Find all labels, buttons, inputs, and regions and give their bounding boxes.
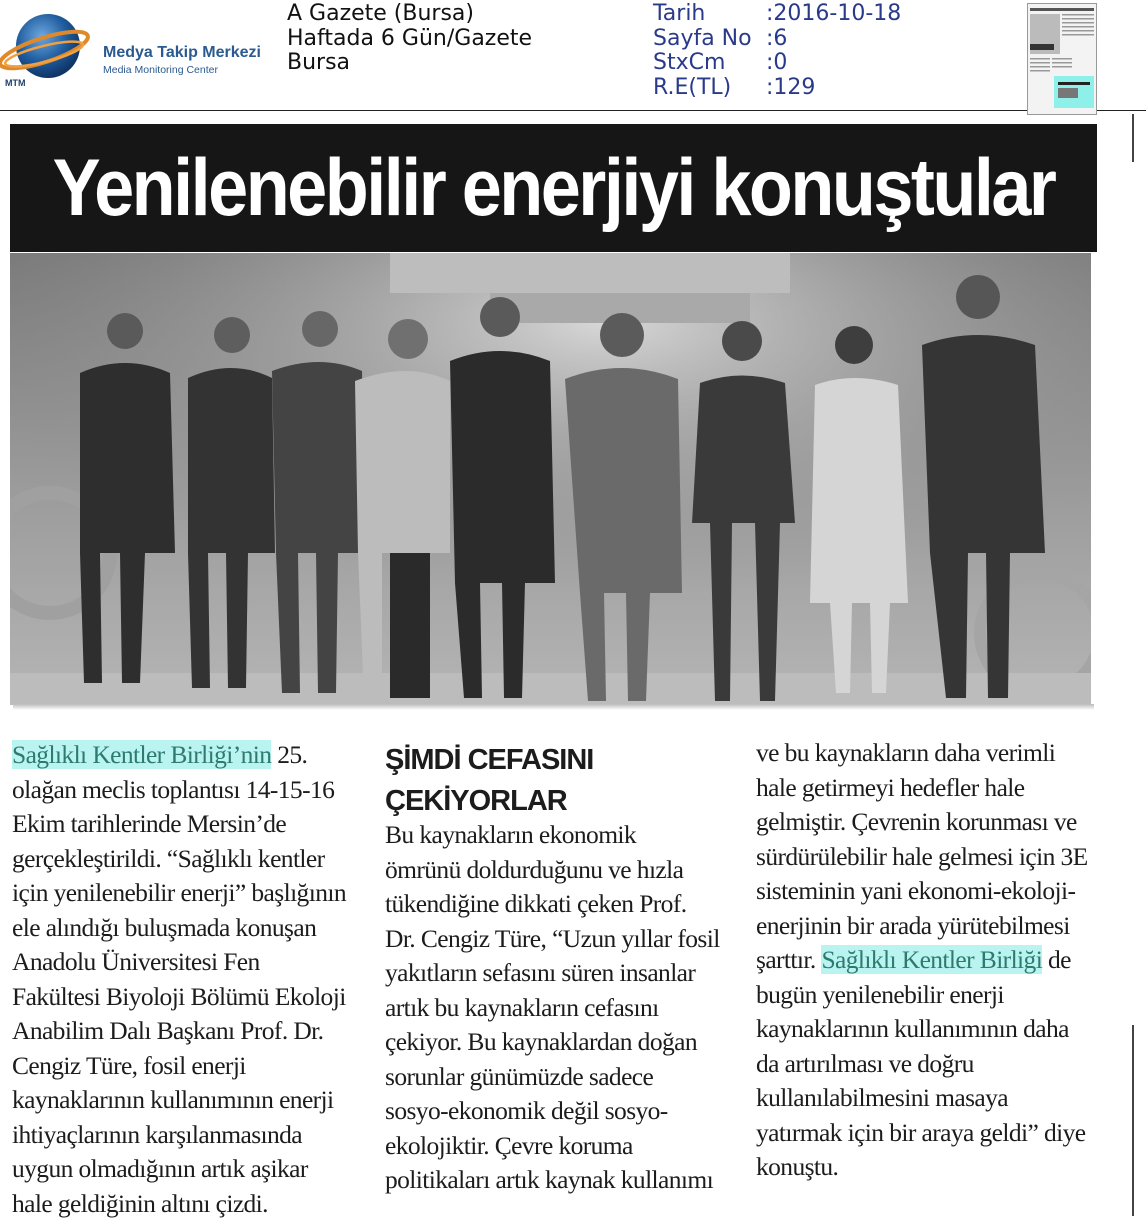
col1-first-line: Sağlıklı Kentler Birliği’nin 25. xyxy=(12,738,362,773)
publication-frequency: Haftada 6 Gün/Gazete xyxy=(287,27,532,52)
col2-line: çekiyor. Bu kaynaklardan doğan xyxy=(385,1025,735,1060)
meta-row-stxcm: StxCm :0 xyxy=(653,51,901,76)
col3-line: gelmiştir. Çevrenin korunması ve xyxy=(756,805,1116,840)
col1-line: Ekim tarihlerinde Mersin’de xyxy=(12,807,362,842)
clipping-meta xyxy=(653,2,901,100)
highlight-keyword[interactable]: Sağlıklı Kentler Birliği’nin xyxy=(12,740,271,769)
col3-line: bugün yenilenebilir enerji xyxy=(756,978,1116,1013)
col2-line: ömrünü doldurduğunu ve hızla xyxy=(385,853,735,888)
logo-abbr: MTM xyxy=(5,78,26,88)
col1-line: kaynaklarının kullanımının enerji xyxy=(12,1083,362,1118)
col2-line: yakıtların sefasını süren insanlar xyxy=(385,956,735,991)
section-subhead: ÇEKİYORLAR xyxy=(385,781,735,822)
meta-row-date: Tarih :2016-10-18 xyxy=(653,2,901,27)
col2-line: artık bu kaynakların cefasını xyxy=(385,991,735,1026)
article-column-3 xyxy=(756,736,1116,1185)
article-photo xyxy=(10,253,1091,705)
article-headline xyxy=(10,124,1097,252)
col2-line: politikaları artık kaynak kullanımı xyxy=(385,1163,735,1198)
col1-line: gerçekleştirildi. “Sağlıklı kentler xyxy=(12,842,362,877)
col3-line: konuştu. xyxy=(756,1150,1116,1185)
col3-highlight-line: şarttır. Sağlıklı Kentler Birliği de xyxy=(756,943,1116,978)
mtm-logo xyxy=(0,6,285,90)
col3-line: yatırmak için bir araya geldi” diye xyxy=(756,1116,1116,1151)
col3-line: kaynaklarının kullanımının daha xyxy=(756,1012,1116,1047)
meta-row-price: R.E(TL) :129 xyxy=(653,76,901,101)
col1-line: ihtiyaçlarının karşılanmasında xyxy=(12,1118,362,1153)
highlight-keyword[interactable]: Sağlıklı Kentler Birliği xyxy=(821,945,1042,974)
article-column-2 xyxy=(385,740,735,1198)
col3-line: da artırılması ve doğru xyxy=(756,1047,1116,1082)
col3-line: hale getirmeyi hedefler hale xyxy=(756,771,1116,806)
col1-line: uygun olmadığının artık aşikar xyxy=(12,1152,362,1187)
photo-shadow xyxy=(13,704,1094,710)
col1-line: hale geldiğinin altını çizdi. xyxy=(12,1187,362,1221)
publication-name: A Gazete (Bursa) xyxy=(287,2,532,27)
col2-line: Dr. Cengiz Türe, “Uzun yıllar fosil xyxy=(385,922,735,957)
col1-line: Fakültesi Biyoloji Bölümü Ekoloji xyxy=(12,980,362,1015)
article-column-1 xyxy=(12,738,362,1221)
publication-info xyxy=(287,2,532,76)
col3-line: ve bu kaynakların daha verimli xyxy=(756,736,1116,771)
col1-line: olağan meclis toplantısı 14-15-16 xyxy=(12,773,362,808)
page-thumbnail[interactable] xyxy=(1027,3,1097,115)
col3-line: sürdürülebilir hale gelmesi için 3E xyxy=(756,840,1116,875)
publication-city: Bursa xyxy=(287,51,532,76)
col2-line: Bu kaynakların ekonomik xyxy=(385,818,735,853)
col3-line: kullanılabilmesini masaya xyxy=(756,1081,1116,1116)
group-photo-icon xyxy=(10,253,1091,705)
clipping-header xyxy=(0,0,1146,111)
col3-line: sisteminin yani ekonomi-ekoloji- xyxy=(756,874,1116,909)
col2-line: tükendiğine dikkati çeken Prof. xyxy=(385,887,735,922)
logo-title: Medya Takip Merkezi xyxy=(103,44,261,62)
meta-row-page: Sayfa No :6 xyxy=(653,27,901,52)
page-edge-mark xyxy=(1132,1025,1134,1216)
headline-text: Yenilenebilir enerjiyi konuştular xyxy=(53,142,1055,234)
col1-line: ele alındığı buluşmada konuşan xyxy=(12,911,362,946)
col2-line: sorunlar günümüzde sadece xyxy=(385,1060,735,1095)
col1-line: için yenilenebilir enerji” başlığının xyxy=(12,876,362,911)
section-subhead: ŞİMDİ CEFASINI xyxy=(385,740,735,781)
col2-line: sosyo-ekonomik değil sosyo- xyxy=(385,1094,735,1129)
col1-line: Anabilim Dalı Başkanı Prof. Dr. xyxy=(12,1014,362,1049)
logo-subtitle: Media Monitoring Center xyxy=(103,64,218,76)
page-edge-mark xyxy=(1132,114,1134,162)
col1-line: Cengiz Türe, fosil enerji xyxy=(12,1049,362,1084)
col3-line: enerjinin bir arada yürütebilmesi xyxy=(756,909,1116,944)
col2-line: ekolojiktir. Çevre koruma xyxy=(385,1129,735,1164)
page-thumbnail-icon xyxy=(1028,4,1096,114)
col1-line: Anadolu Üniversitesi Fen xyxy=(12,945,362,980)
